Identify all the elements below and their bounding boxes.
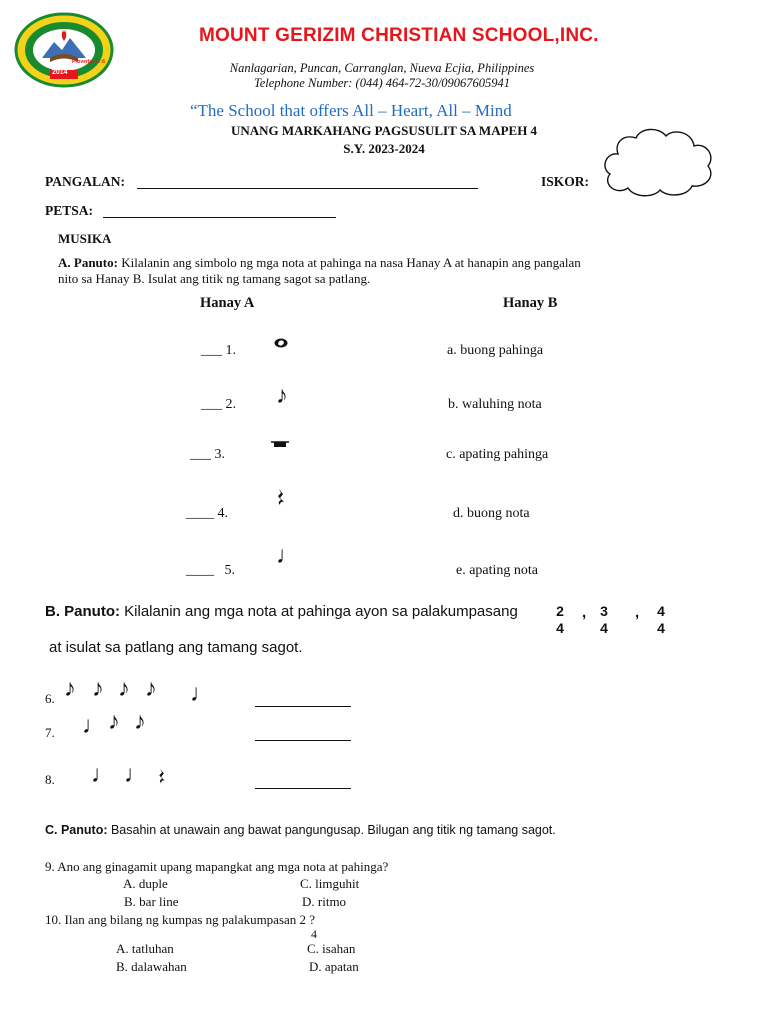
item-7-number: 7.	[45, 725, 55, 740]
quarter-note-icon: ♩	[190, 681, 214, 707]
item-number: 2.	[225, 397, 236, 412]
question-9: 9. Ano ang ginagamit upang mapangkat ang mga nota at pahinga?	[45, 859, 389, 874]
school-year: S.Y. 2023-2024	[343, 141, 425, 156]
answer-blank[interactable]: ___	[190, 447, 211, 462]
item-4	[186, 506, 228, 522]
eighth-note-icon: ♪	[108, 709, 120, 735]
q9-option-c[interactable]: C. limguhit	[300, 876, 360, 891]
item-number: 1.	[225, 343, 236, 358]
choice-b: b. waluhing nota	[448, 397, 542, 412]
item-number: 5.	[224, 563, 235, 578]
column-b-header: Hanay B	[503, 295, 558, 311]
answer-line-7[interactable]	[255, 740, 351, 741]
answer-blank[interactable]: ____	[186, 506, 214, 521]
school-logo	[14, 12, 114, 88]
quarter-note-icon: ♩	[82, 713, 106, 739]
item-1	[201, 343, 236, 359]
part-b-line1: Kilalanin ang mga nota at pahinga ayon sa palakumpasang	[120, 603, 518, 620]
q10-option-b[interactable]: B. dalawahan	[116, 959, 187, 974]
q10-option-c[interactable]: C. isahan	[307, 941, 356, 956]
choice-c: c. apating pahinga	[446, 447, 549, 462]
answer-blank[interactable]: ___	[201, 343, 222, 358]
part-a-lead: A. Panuto:	[58, 255, 118, 270]
q9-option-d[interactable]: D. ritmo	[302, 894, 347, 909]
q9-option-b[interactable]: B. bar line	[124, 894, 179, 909]
school-telephone: Telephone Number: (044) 464-72-30/09067605941	[253, 76, 511, 90]
logo-year: 2014	[52, 69, 68, 76]
quarter-note-icon: ♩	[124, 762, 148, 788]
part-a-instruction	[58, 255, 581, 271]
logo-verse: Proverbs 27:6	[72, 59, 106, 65]
eighth-note-icon: ♪	[134, 709, 146, 735]
q10-option-d[interactable]: D. apatan	[309, 959, 359, 974]
answer-blank[interactable]: ___	[201, 397, 222, 412]
separator: ,	[635, 604, 640, 621]
answer-blank[interactable]: ____	[186, 563, 214, 578]
score-label: ISKOR:	[541, 174, 590, 189]
part-b-lead: B. Panuto:	[45, 603, 120, 620]
school-address: Nanlagarian, Puncan, Carranglan, Nueva Ecjia, Philippines	[229, 61, 535, 75]
eighth-note-icon: ♪	[118, 676, 130, 702]
quarter-note-icon: ♩	[276, 543, 300, 569]
item-number: 4.	[217, 506, 228, 521]
quarter-rest-icon	[276, 488, 286, 513]
quarter-note-icon: ♩	[91, 762, 115, 788]
part-b-line2: at isulat sa patlang ang tamang sagot.	[49, 639, 303, 656]
part-a-line1: Kilalanin ang simbolo ng mga nota at pahinga na nasa Hanay A at hanapin ang pangalan	[117, 255, 581, 270]
eighth-note-icon: ♪	[92, 676, 104, 702]
whole-rest-icon	[271, 438, 289, 456]
eighth-note-icon: ♪	[64, 676, 76, 702]
section-title: MUSIKA	[58, 231, 112, 246]
answer-line-8[interactable]	[255, 788, 351, 789]
answer-line-6[interactable]	[255, 706, 351, 707]
score-cloud	[596, 124, 720, 200]
q10-option-a[interactable]: A. tatluhan	[116, 941, 174, 956]
school-name: MOUNT GERIZIM CHRISTIAN SCHOOL,INC.	[199, 25, 599, 46]
exam-title: UNANG MARKAHANG PAGSUSULIT SA MAPEH 4	[230, 123, 538, 138]
time-signature-3: 4 4	[657, 603, 665, 636]
item-number: 3.	[214, 447, 225, 462]
time-signature-1: 2 4	[556, 603, 564, 636]
column-a-header: Hanay A	[200, 295, 255, 311]
date-label: PETSA:	[45, 203, 94, 218]
eighth-note-icon: ♪	[276, 383, 288, 409]
school-motto: “The School that offers All – Heart, All – Mind	[190, 101, 512, 120]
part-c-lead: C. Panuto:	[45, 823, 108, 837]
item-2	[201, 397, 236, 413]
item-3	[190, 447, 225, 463]
item-5	[186, 563, 235, 579]
item-6-number: 6.	[45, 691, 55, 706]
part-b-instruction	[45, 603, 518, 620]
whole-note-icon	[273, 336, 289, 354]
name-label: PANGALAN:	[45, 174, 125, 189]
q10-denominator: 4	[311, 927, 317, 941]
q9-option-a[interactable]: A. duple	[123, 876, 168, 891]
date-field[interactable]	[103, 217, 336, 218]
part-c-instruction	[45, 823, 556, 837]
quarter-rest-icon	[157, 768, 167, 791]
choice-e: e. apating nota	[456, 563, 539, 578]
name-field[interactable]	[137, 188, 478, 189]
time-signature-2: 3 4	[600, 603, 608, 636]
eighth-note-icon: ♪	[145, 676, 157, 702]
part-c-line: Basahin at unawain ang bawat pangungusap. Bilugan ang titik ng tamang sagot.	[107, 823, 556, 837]
separator: ,	[582, 604, 587, 621]
part-a-line2: nito sa Hanay B. Isulat ang titik ng tamang sagot sa patlang.	[58, 271, 371, 286]
choice-a: a. buong pahinga	[447, 343, 544, 358]
item-8-number: 8.	[45, 772, 55, 787]
choice-d: d. buong nota	[453, 506, 530, 521]
question-10: 10. Ilan ang bilang ng kumpas ng palakumpasan 2 ?	[45, 912, 316, 927]
